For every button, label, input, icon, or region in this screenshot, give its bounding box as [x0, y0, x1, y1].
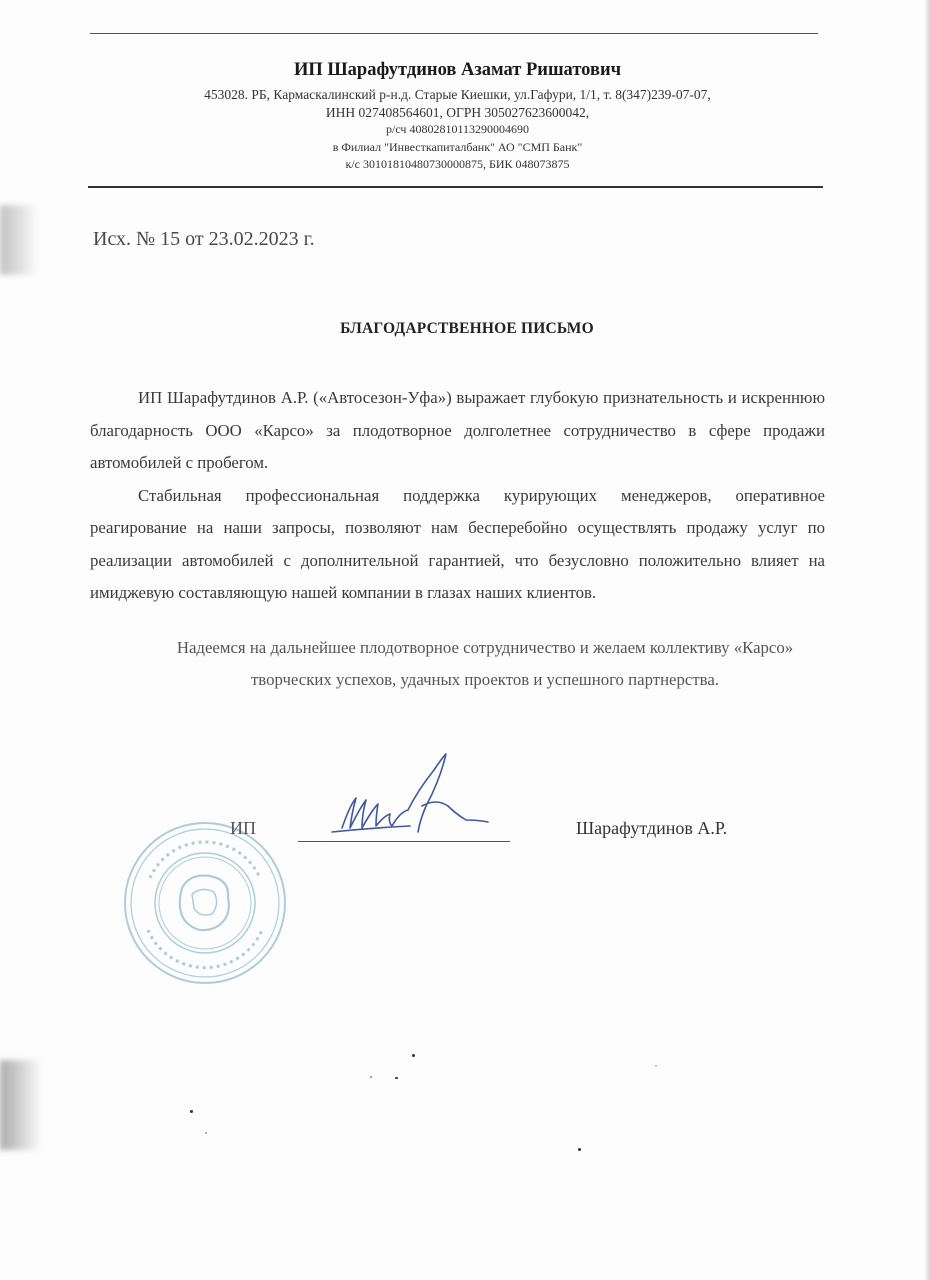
scan-speck: [370, 1076, 372, 1078]
scan-shadow-right: [924, 0, 930, 1280]
scan-speck: [578, 1148, 581, 1151]
company-address: 453028. РБ, Кармаскалинский р-н.д. Старые Киешки, ул.Гафури, 1/1, т. 8(347)239-07-07,: [204, 87, 711, 102]
scan-shadow-top: [0, 205, 38, 275]
outgoing-number: Исх. № 15 от 23.02.2023 г.: [93, 228, 315, 250]
letter-body: [90, 382, 825, 610]
scan-speck: [205, 1132, 207, 1134]
closing-line: Надеемся на дальнейшее плодотворное сотрудничество и желаем коллективу «Карсо»: [176, 638, 794, 657]
scan-speck: [190, 1110, 193, 1113]
letter-title: БЛАГОДАРСТВЕННОЕ ПИСЬМО: [340, 320, 594, 337]
scan-shadow-bottom: [0, 1060, 42, 1150]
body-paragraph: Стабильная профессиональная поддержка курирующих менеджеров, оперативное реагирование на наши запросы, позволяют нам бесперебойно осуществлять продажу услуг по реализации автомобилей с дополнительной гарантией, что безусловно положительно влияет на имиджевую составляющую нашей компании в глазах наших клиентов.: [90, 485, 825, 602]
header-top-rule: [90, 33, 818, 34]
company-corr-bik: к/с 30101810480730000875, БИК 048073875: [345, 157, 570, 171]
scan-speck: [412, 1054, 415, 1057]
signature-line: [298, 841, 510, 842]
round-seal-stamp: [120, 818, 290, 988]
letterhead: [90, 58, 825, 174]
company-name: ИП Шарафутдинов Азамат Ришатович: [293, 60, 622, 80]
handwritten-signature: [330, 750, 490, 845]
company-bank: в Филиал "Инвесткапиталбанк" АО "СМП Банк": [332, 139, 583, 154]
closing-wishes: [90, 632, 880, 696]
signatory-name: Шарафутдинов А.Р.: [576, 818, 728, 838]
company-account: р/сч 40802810113290004690: [385, 122, 529, 136]
company-inn-ogrn: ИНН 027408564601, ОГРН 305027623600042,: [325, 104, 590, 120]
scan-speck: [655, 1065, 657, 1067]
signatory-position: ИП: [230, 818, 256, 838]
closing-line: творческих успехов, удачных проектов и успешного партнерства.: [250, 670, 720, 689]
header-bottom-rule: [88, 186, 823, 188]
scan-speck: [395, 1077, 398, 1079]
body-paragraph: ИП Шарафутдинов А.Р. («Автосезон-Уфа») выражает глубокую признательность и искреннюю благодарность ООО «Карсо» за плодотворное долголетнее сотрудничество в сфере продажи автомобилей с пробегом.: [90, 388, 825, 472]
